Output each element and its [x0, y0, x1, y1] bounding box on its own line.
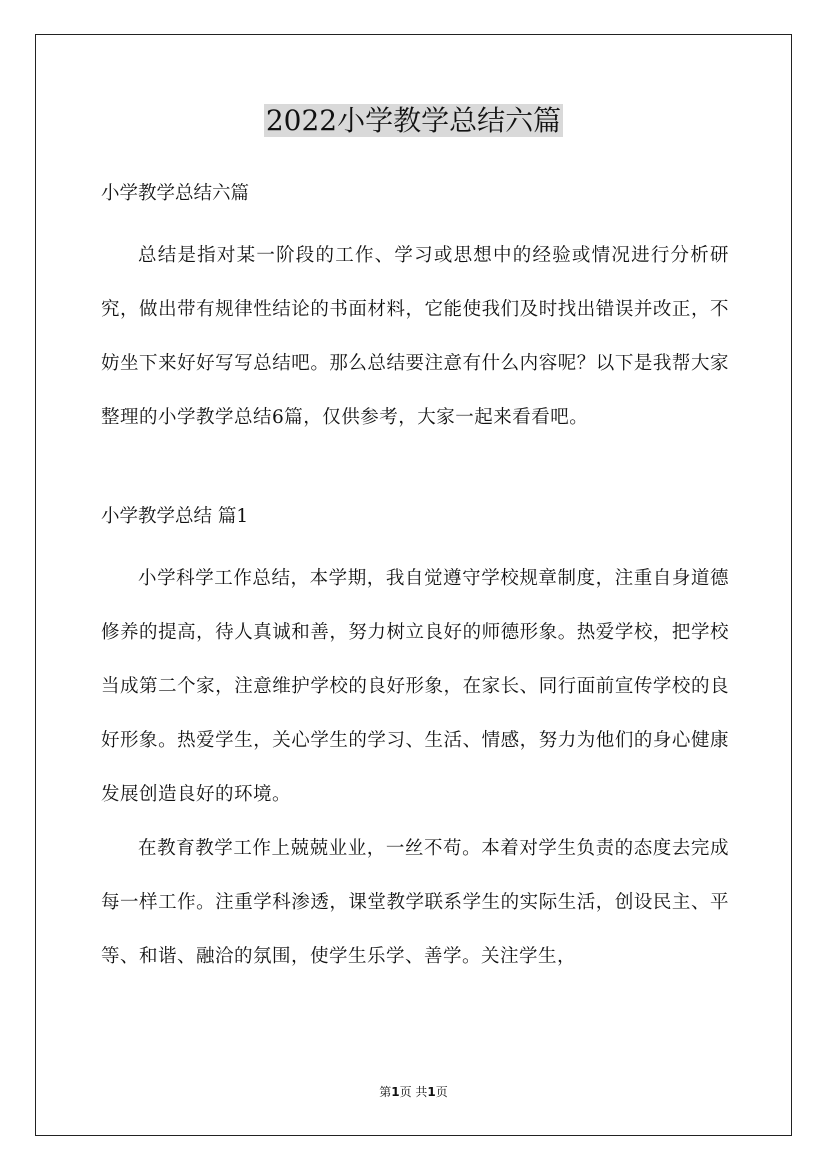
- section-heading: 小学教学总结 篇1: [101, 506, 249, 527]
- footer-page-total: 1: [427, 1085, 436, 1099]
- blank-line: [101, 445, 729, 499]
- footer-mid: 页 共: [399, 1085, 428, 1099]
- section-paragraph-1: 小学科学工作总结，本学期，我自觉遵守学校规章制度，注重自身道德修养的提高，待人真诚和善，努力树立良好的师德形象。热爱学校，把学校当成第二个家，注意维护学校的良好形象，在家长、同行面前宣传学校的良好形象。热爱学生，关心学生的学习、生活、情感，努力为他们的身心健康发展创造良好的环境。: [101, 568, 729, 805]
- document-title: [0, 101, 827, 141]
- document-body: [101, 176, 729, 984]
- footer-prefix: 第: [379, 1085, 392, 1099]
- page-footer: [0, 1083, 827, 1100]
- document-title-text: 2022小学教学总结六篇: [265, 104, 562, 137]
- intro-paragraph: 总结是指对某一阶段的工作、学习或思想中的经验或情况进行分析研究，做出带有规律性结论的书面材料，它能使我们及时找出错误并改正，不妨坐下来好好写写总结吧。那么总结要注意有什么内容呢？以下是我帮大家整理的小学教学总结6篇，仅供参考，大家一起来看看吧。: [101, 245, 729, 428]
- document-subtitle: 小学教学总结六篇: [101, 183, 250, 204]
- footer-page-current: 1: [391, 1085, 400, 1099]
- section-paragraph-2: 在教育教学工作上兢兢业业，一丝不苟。本着对学生负责的态度去完成每一样工作。注重学科渗透，课堂教学联系学生的实际生活，创设民主、平等、和谐、融洽的氛围，使学生乐学、善学。关注学生，: [101, 838, 729, 967]
- footer-suffix: 页: [435, 1085, 448, 1099]
